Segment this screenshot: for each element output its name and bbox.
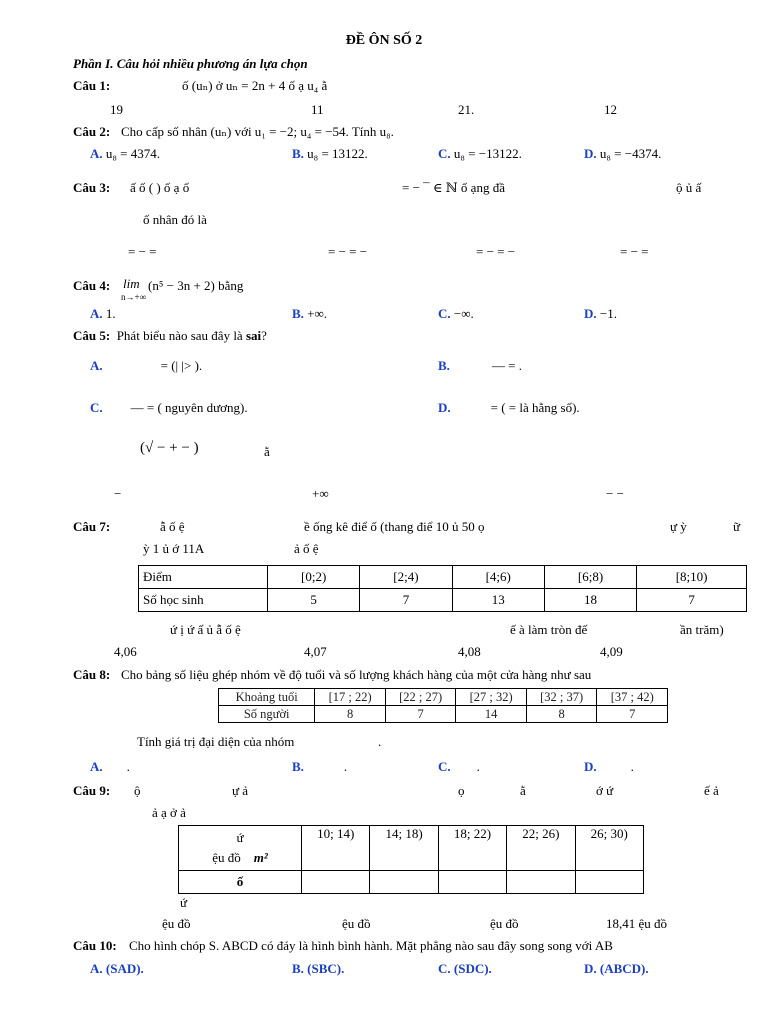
q5-option-d: = ( = là hằng số).	[490, 400, 580, 415]
q10-option-c: (SDC).	[453, 961, 492, 976]
q4-option-b-key: B.	[292, 306, 304, 321]
q5-label: Câu 5:	[73, 328, 111, 343]
table-cell: 7	[385, 706, 456, 723]
q1-option-b: 11	[311, 102, 324, 117]
q8-question-end: .	[378, 734, 382, 749]
table-header-cell	[179, 826, 302, 871]
q3-text-a: ấ ố ( ) ố ạ ố	[130, 180, 190, 195]
q9-option-a: ệu đồ	[162, 916, 191, 931]
q8-option-b-key: B.	[292, 759, 304, 774]
q3-label: Câu 3:	[73, 180, 111, 195]
q7-option-c: 4,08	[458, 644, 481, 659]
q8-age-table	[218, 688, 668, 723]
q7-after-c: ần trăm)	[680, 622, 724, 637]
q5-option-c-key: C.	[90, 400, 103, 415]
table-cell: Số người	[219, 706, 315, 723]
q1-option-d: 12	[604, 102, 617, 117]
q8-option-c-key: C.	[438, 759, 451, 774]
q4-option-a: 1.	[105, 306, 116, 321]
q10-option-d: (ABCD).	[599, 961, 649, 976]
table-header-cell: [22 ; 27)	[385, 689, 456, 706]
q2-option-c-key: C.	[438, 146, 451, 161]
q9-area-table	[178, 825, 644, 894]
q4-label: Câu 4:	[73, 278, 111, 293]
table-row	[179, 826, 644, 871]
q9-text-d: ằ	[520, 783, 526, 798]
q4-lim: lim	[123, 276, 140, 291]
q4-option-c-key: C.	[438, 306, 451, 321]
q2-option-a: u₈ = 4374.	[105, 146, 161, 161]
q9-option-b: ệu đồ	[342, 916, 371, 931]
q5-option-a-key: A.	[90, 358, 103, 373]
q5-option-b-key: B.	[438, 358, 450, 373]
q6-option-b: +∞	[312, 486, 329, 501]
table-row	[139, 566, 747, 589]
table-cell	[370, 871, 438, 894]
q9-label: Câu 9:	[73, 783, 111, 798]
table-header-cell: 26; 30)	[575, 826, 643, 871]
table-cell: Số học sinh	[139, 589, 268, 612]
q2-option-b: u₈ = 13122.	[307, 146, 368, 161]
q5-option-d-key: D.	[438, 400, 451, 415]
q7-text-line2b: ả ố ệ	[294, 541, 319, 556]
q1-text: ố (uₙ) ở uₙ = 2n + 4 ố ạ u₄ ằ	[182, 78, 328, 93]
table-header-cell: [27 ; 32)	[456, 689, 527, 706]
q10-option-b: (SBC).	[307, 961, 345, 976]
q10-label: Câu 10:	[73, 938, 117, 953]
q3-option-c: = − = −	[476, 244, 516, 259]
table-cell: 13	[452, 589, 544, 612]
table-header-cell: 22; 26)	[507, 826, 575, 871]
q8-option-a: .	[126, 759, 130, 774]
q9-option-d: 18,41 ệu đồ	[606, 916, 668, 931]
q2-option-a-key: A.	[90, 146, 103, 161]
q2-option-d: u₈ = −4374.	[599, 146, 662, 161]
q7-label: Câu 7:	[73, 519, 111, 534]
table-header-cell: [8;10)	[637, 566, 747, 589]
q6-expression: (√ − + − )	[140, 440, 199, 456]
table-cell	[575, 871, 643, 894]
table-cell: 7	[637, 589, 747, 612]
q3-text-b: = − ¯ ∈ ℕ ố ạng đầ	[402, 180, 505, 195]
q8-text: Cho bảng số liệu ghép nhóm về độ tuổi và số lượng khách hàng của một cửa hàng như sau	[121, 667, 592, 682]
table-cell: 18	[544, 589, 636, 612]
table-header-cell: [32 ; 37)	[526, 689, 597, 706]
q8-option-b: .	[343, 759, 348, 774]
q6-option-d: − −	[606, 486, 624, 501]
q9-text-e: ớ ứ	[596, 783, 614, 798]
table-header-cell: [6;8)	[544, 566, 636, 589]
q4-option-a-key: A.	[90, 306, 103, 321]
table-cell: 7	[597, 706, 668, 723]
q8-option-d: .	[630, 759, 634, 774]
q8-option-c: .	[476, 759, 480, 774]
q5-option-b: — = .	[491, 358, 523, 373]
q2-option-c: u₈ = −13122.	[453, 146, 522, 161]
document-title: ĐỀ ÔN SỐ 2	[345, 33, 423, 48]
table-header-cell: Điểm	[139, 566, 268, 589]
q4-option-d-key: D.	[584, 306, 597, 321]
table-cell: 14	[456, 706, 527, 723]
q9-text-b: ự ả	[232, 783, 249, 798]
q9-option-c: ệu đồ	[490, 916, 519, 931]
table-cell: 7	[360, 589, 452, 612]
table-header-cell: [17 ; 22)	[315, 689, 386, 706]
q8-option-d-key: D.	[584, 759, 597, 774]
q1-label: Câu 1:	[73, 78, 111, 93]
q7-option-a: 4,06	[114, 644, 137, 659]
q3-option-d: = − =	[620, 244, 649, 259]
q4-expression: (n⁵ − 3n + 2) bằng	[148, 278, 244, 293]
q6-option-a: −	[114, 486, 122, 501]
q7-text-d: ữ	[733, 519, 741, 534]
q10-option-b-key: B.	[292, 961, 304, 976]
q2-option-d-key: D.	[584, 146, 597, 161]
q9-text-f: ế ả	[704, 783, 719, 798]
q9-header-line2: ệu đồ	[212, 850, 241, 865]
table-header-cell: [0;2)	[268, 566, 360, 589]
q9-text-a: ộ	[134, 783, 141, 798]
q10-option-c-key: C.	[438, 961, 451, 976]
q5-option-a: = (| |> ).	[160, 358, 203, 373]
q7-score-table	[138, 565, 747, 612]
q8-label: Câu 8:	[73, 667, 111, 682]
q7-option-b: 4,07	[304, 644, 327, 659]
q6-tail: ằ	[264, 444, 270, 459]
q10-option-a: (SAD).	[105, 961, 144, 976]
q10-option-a-key: A.	[90, 961, 103, 976]
q1-option-c: 21.	[458, 102, 475, 117]
q4-option-b: +∞.	[307, 306, 328, 321]
table-cell	[438, 871, 506, 894]
table-cell: 8	[526, 706, 597, 723]
table-header-cell: [2;4)	[360, 566, 452, 589]
q4-option-d: −1.	[599, 306, 617, 321]
table-cell	[302, 871, 370, 894]
q7-option-d: 4,09	[600, 644, 623, 659]
q9-header-line1: ứ	[236, 830, 244, 845]
q3-option-b: = − = −	[328, 244, 368, 259]
table-header-cell: Khoảng tuổi	[219, 689, 315, 706]
q7-text-a: ẫ ố ệ	[160, 519, 185, 534]
q2-option-b-key: B.	[292, 146, 304, 161]
q9-under-table: ứ	[180, 895, 188, 910]
table-header-cell: [37 ; 42)	[597, 689, 668, 706]
table-row	[139, 589, 747, 612]
q8-question: Tính giá trị đại diện của nhóm	[137, 734, 295, 749]
q2-label: Câu 2:	[73, 124, 111, 139]
q7-after-b: ế à làm tròn đế	[510, 622, 588, 637]
q9-header-unit: m²	[253, 850, 268, 865]
q4-option-c: −∞.	[453, 306, 474, 321]
q7-text-c: ự ỳ	[670, 519, 687, 534]
table-header-cell: 18; 22)	[438, 826, 506, 871]
q2-text: Cho cấp số nhân (uₙ) với u₁ = −2; u₄ = −54. Tính u₈.	[121, 124, 394, 139]
table-cell: 5	[268, 589, 360, 612]
table-cell	[507, 871, 575, 894]
q3-option-a: = − =	[128, 244, 157, 259]
q10-text: Cho hình chóp S. ABCD có đáy là hình bình hành. Mặt phẳng nào sau đây song song với AB	[129, 938, 613, 953]
part-heading: Phần I. Câu hỏi nhiều phương án lựa chọn	[73, 56, 308, 71]
table-row	[219, 706, 668, 723]
q5-question-mark: ?	[261, 328, 267, 343]
q4-lim-subscript: n→+∞	[121, 292, 146, 302]
q9-text-line2: ả ạ ở ả	[152, 805, 186, 820]
table-cell: ố	[179, 871, 302, 894]
q1-option-a: 19	[110, 102, 123, 117]
q7-text-b: ề ống kê điể ố (thang điể 10 ủ 50 ọ	[304, 519, 485, 534]
q7-text-line2a: ỳ 1 ủ ớ 11A	[143, 541, 205, 556]
q5-option-c: — = ( nguyên dương).	[130, 400, 248, 415]
table-cell: 8	[315, 706, 386, 723]
table-header-cell: [4;6)	[452, 566, 544, 589]
table-row	[219, 689, 668, 706]
q8-option-a-key: A.	[90, 759, 103, 774]
q5-text: Phát biểu nào sau đây là	[116, 328, 243, 343]
q7-after-a: ứ ị ứ ấ ủ ẫ ố ệ	[170, 622, 241, 637]
q3-text-line2: ố nhân đó là	[143, 212, 207, 227]
q5-keyword-sai: sai	[245, 328, 262, 343]
q3-text-c: ộ ủ ấ	[676, 180, 702, 195]
q10-option-d-key: D.	[584, 961, 597, 976]
table-header-cell: 14; 18)	[370, 826, 438, 871]
table-header-cell: 10; 14)	[302, 826, 370, 871]
q9-text-c: ọ	[458, 783, 465, 798]
table-row	[179, 871, 644, 894]
